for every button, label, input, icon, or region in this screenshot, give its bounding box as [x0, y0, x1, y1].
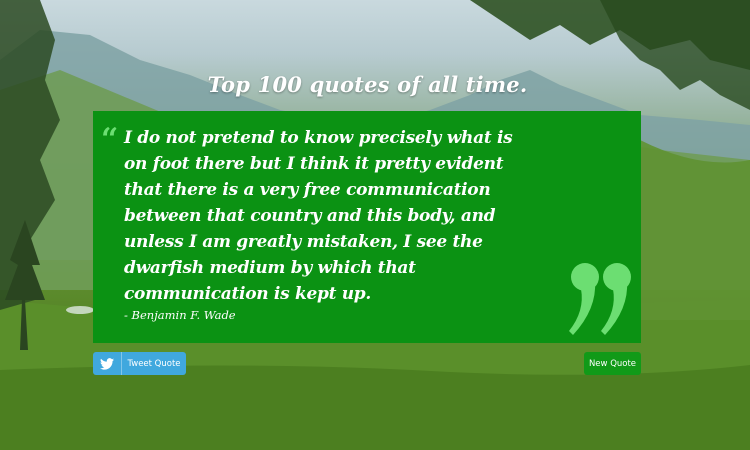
twitter-bird-icon: [93, 352, 122, 375]
quote-author: - Benjamin F. Wade: [124, 308, 236, 322]
quote-text: I do not pretend to know precisely what is on foot there but I think it pretty evident that there is a very free communication between that country and this body, and unless I am greatly mistaken, I see the dwarfish medium by which that communication is kept up.: [124, 128, 513, 304]
open-quote-icon: “: [101, 122, 119, 157]
tweet-quote-button[interactable]: [93, 352, 186, 375]
new-quote-button[interactable]: New Quote: [584, 352, 641, 375]
quote-card: [93, 111, 641, 343]
close-quote-icon: [567, 259, 637, 339]
tweet-quote-label: Tweet Quote: [127, 358, 181, 369]
page-title: Top 100 quotes of all time.: [207, 72, 528, 97]
